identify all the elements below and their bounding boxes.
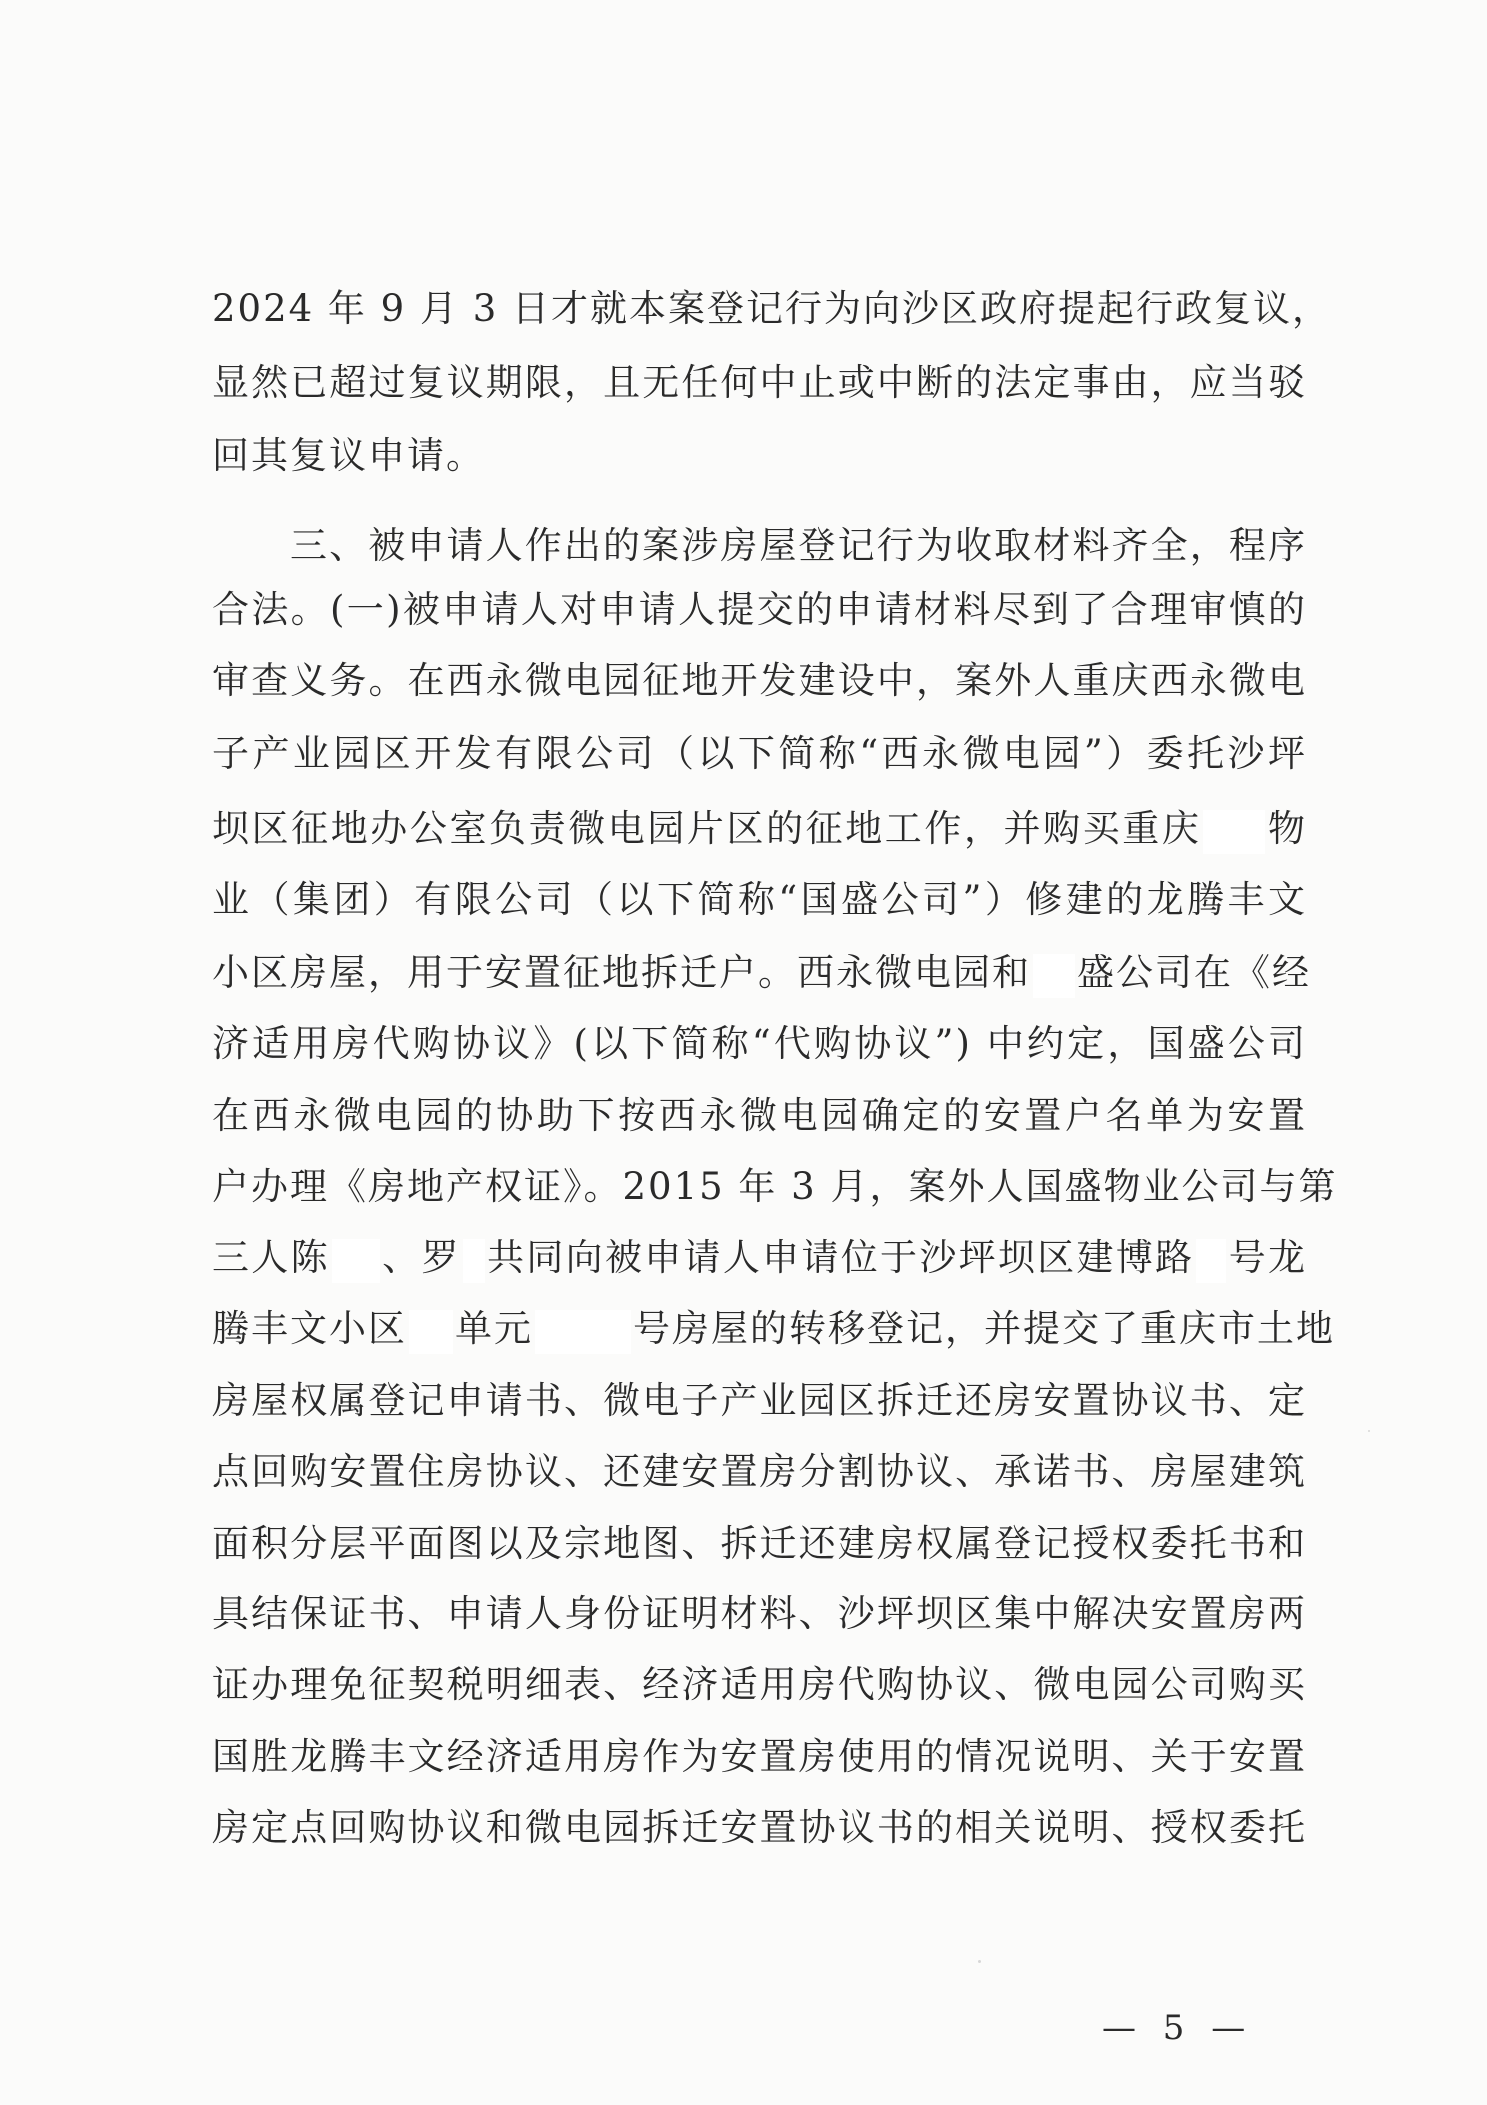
text-line-15-part-b: 单元 [455, 1307, 533, 1350]
scan-speck [978, 1960, 981, 1963]
text-line-15 [212, 1303, 1335, 1355]
text-line-20: 证办理免征契税明细表、经济适用房代购协议、微电园公司购买 [212, 1663, 1307, 1706]
redaction-block [535, 1310, 631, 1354]
redaction-block [1033, 954, 1075, 998]
text-line-10-part-b: 盛公司在《经 [1077, 951, 1311, 994]
text-line-15-part-a: 腾丰文小区 [212, 1307, 407, 1350]
text-line-19: 具结保证书、申请人身份证明材料、沙坪坝区集中解决安置房两 [212, 1592, 1307, 1635]
text-line-9: 业（集团）有限公司（以下简称“国盛公司”）修建的龙腾丰文 [212, 878, 1307, 921]
redaction-block [1203, 810, 1265, 854]
text-line-22: 房定点回购协议和微电园拆迁安置协议书的相关说明、授权委托 [212, 1806, 1307, 1849]
redaction-block [409, 1310, 453, 1354]
text-line-12: 在西永微电园的协助下按西永微电园确定的安置户名单为安置 [212, 1094, 1307, 1137]
text-line-14-part-d: 号龙 [1228, 1236, 1308, 1279]
text-line-6: 审查义务。在西永微电园征地开发建设中，案外人重庆西永微电 [212, 659, 1307, 702]
text-line-8-part-b: 物 [1267, 807, 1307, 850]
text-line-11: 济适用房代购协议》(以下简称“代购协议”) 中约定，国盛公司 [212, 1022, 1307, 1065]
page-number: — 5 — [1102, 2008, 1254, 2048]
text-line-18: 面积分层平面图以及宗地图、拆迁还建房权属登记授权委托书和 [212, 1522, 1307, 1565]
text-line-15-part-c: 号房屋的转移登记，并提交了重庆市土地 [633, 1307, 1335, 1350]
text-line-16: 房屋权属登记申请书、微电子产业园区拆迁还房安置协议书、定 [212, 1379, 1307, 1422]
text-line-14-part-b: 、罗 [381, 1236, 461, 1279]
text-line-7: 子产业园区开发有限公司（以下简称“西永微电园”）委托沙坪 [212, 732, 1307, 775]
text-line-21: 国胜龙腾丰文经济适用房作为安置房使用的情况说明、关于安置 [212, 1735, 1307, 1778]
text-line-10 [212, 947, 1311, 999]
redaction-block [1196, 1239, 1226, 1283]
text-line-5: 合法。(一)被申请人对申请人提交的申请材料尽到了合理审慎的 [212, 588, 1307, 631]
text-line-10-part-a: 小区房屋，用于安置征地拆迁户。西永微电园和 [212, 951, 1031, 994]
text-line-8-part-a: 坝区征地办公室负责微电园片区的征地工作，并购买重庆 [212, 807, 1202, 850]
text-line-14-part-c: 共同向被申请人申请位于沙坪坝区建博路 [486, 1236, 1195, 1279]
text-line-2: 显然已超过复议期限，且无任何中止或中断的法定事由，应当驳 [212, 361, 1307, 404]
text-line-3: 回其复议申请。 [212, 434, 485, 477]
text-line-14-part-a: 三人陈 [212, 1236, 330, 1279]
text-line-1: 2024 年 9 月 3 日才就本案登记行为向沙区政府提起行政复议， [212, 287, 1332, 330]
redaction-block [332, 1239, 380, 1283]
text-line-4: 三、被申请人作出的案涉房屋登记行为收取材料齐全，程序 [290, 524, 1307, 567]
scan-speck [1368, 1430, 1370, 1432]
text-line-8 [212, 803, 1307, 855]
text-line-17: 点回购安置住房协议、还建安置房分割协议、承诺书、房屋建筑 [212, 1450, 1307, 1493]
text-line-13: 户办理《房地产权证》。2015 年 3 月，案外人国盛物业公司与第 [212, 1165, 1338, 1208]
text-line-14 [212, 1232, 1307, 1284]
redaction-block [463, 1239, 485, 1283]
